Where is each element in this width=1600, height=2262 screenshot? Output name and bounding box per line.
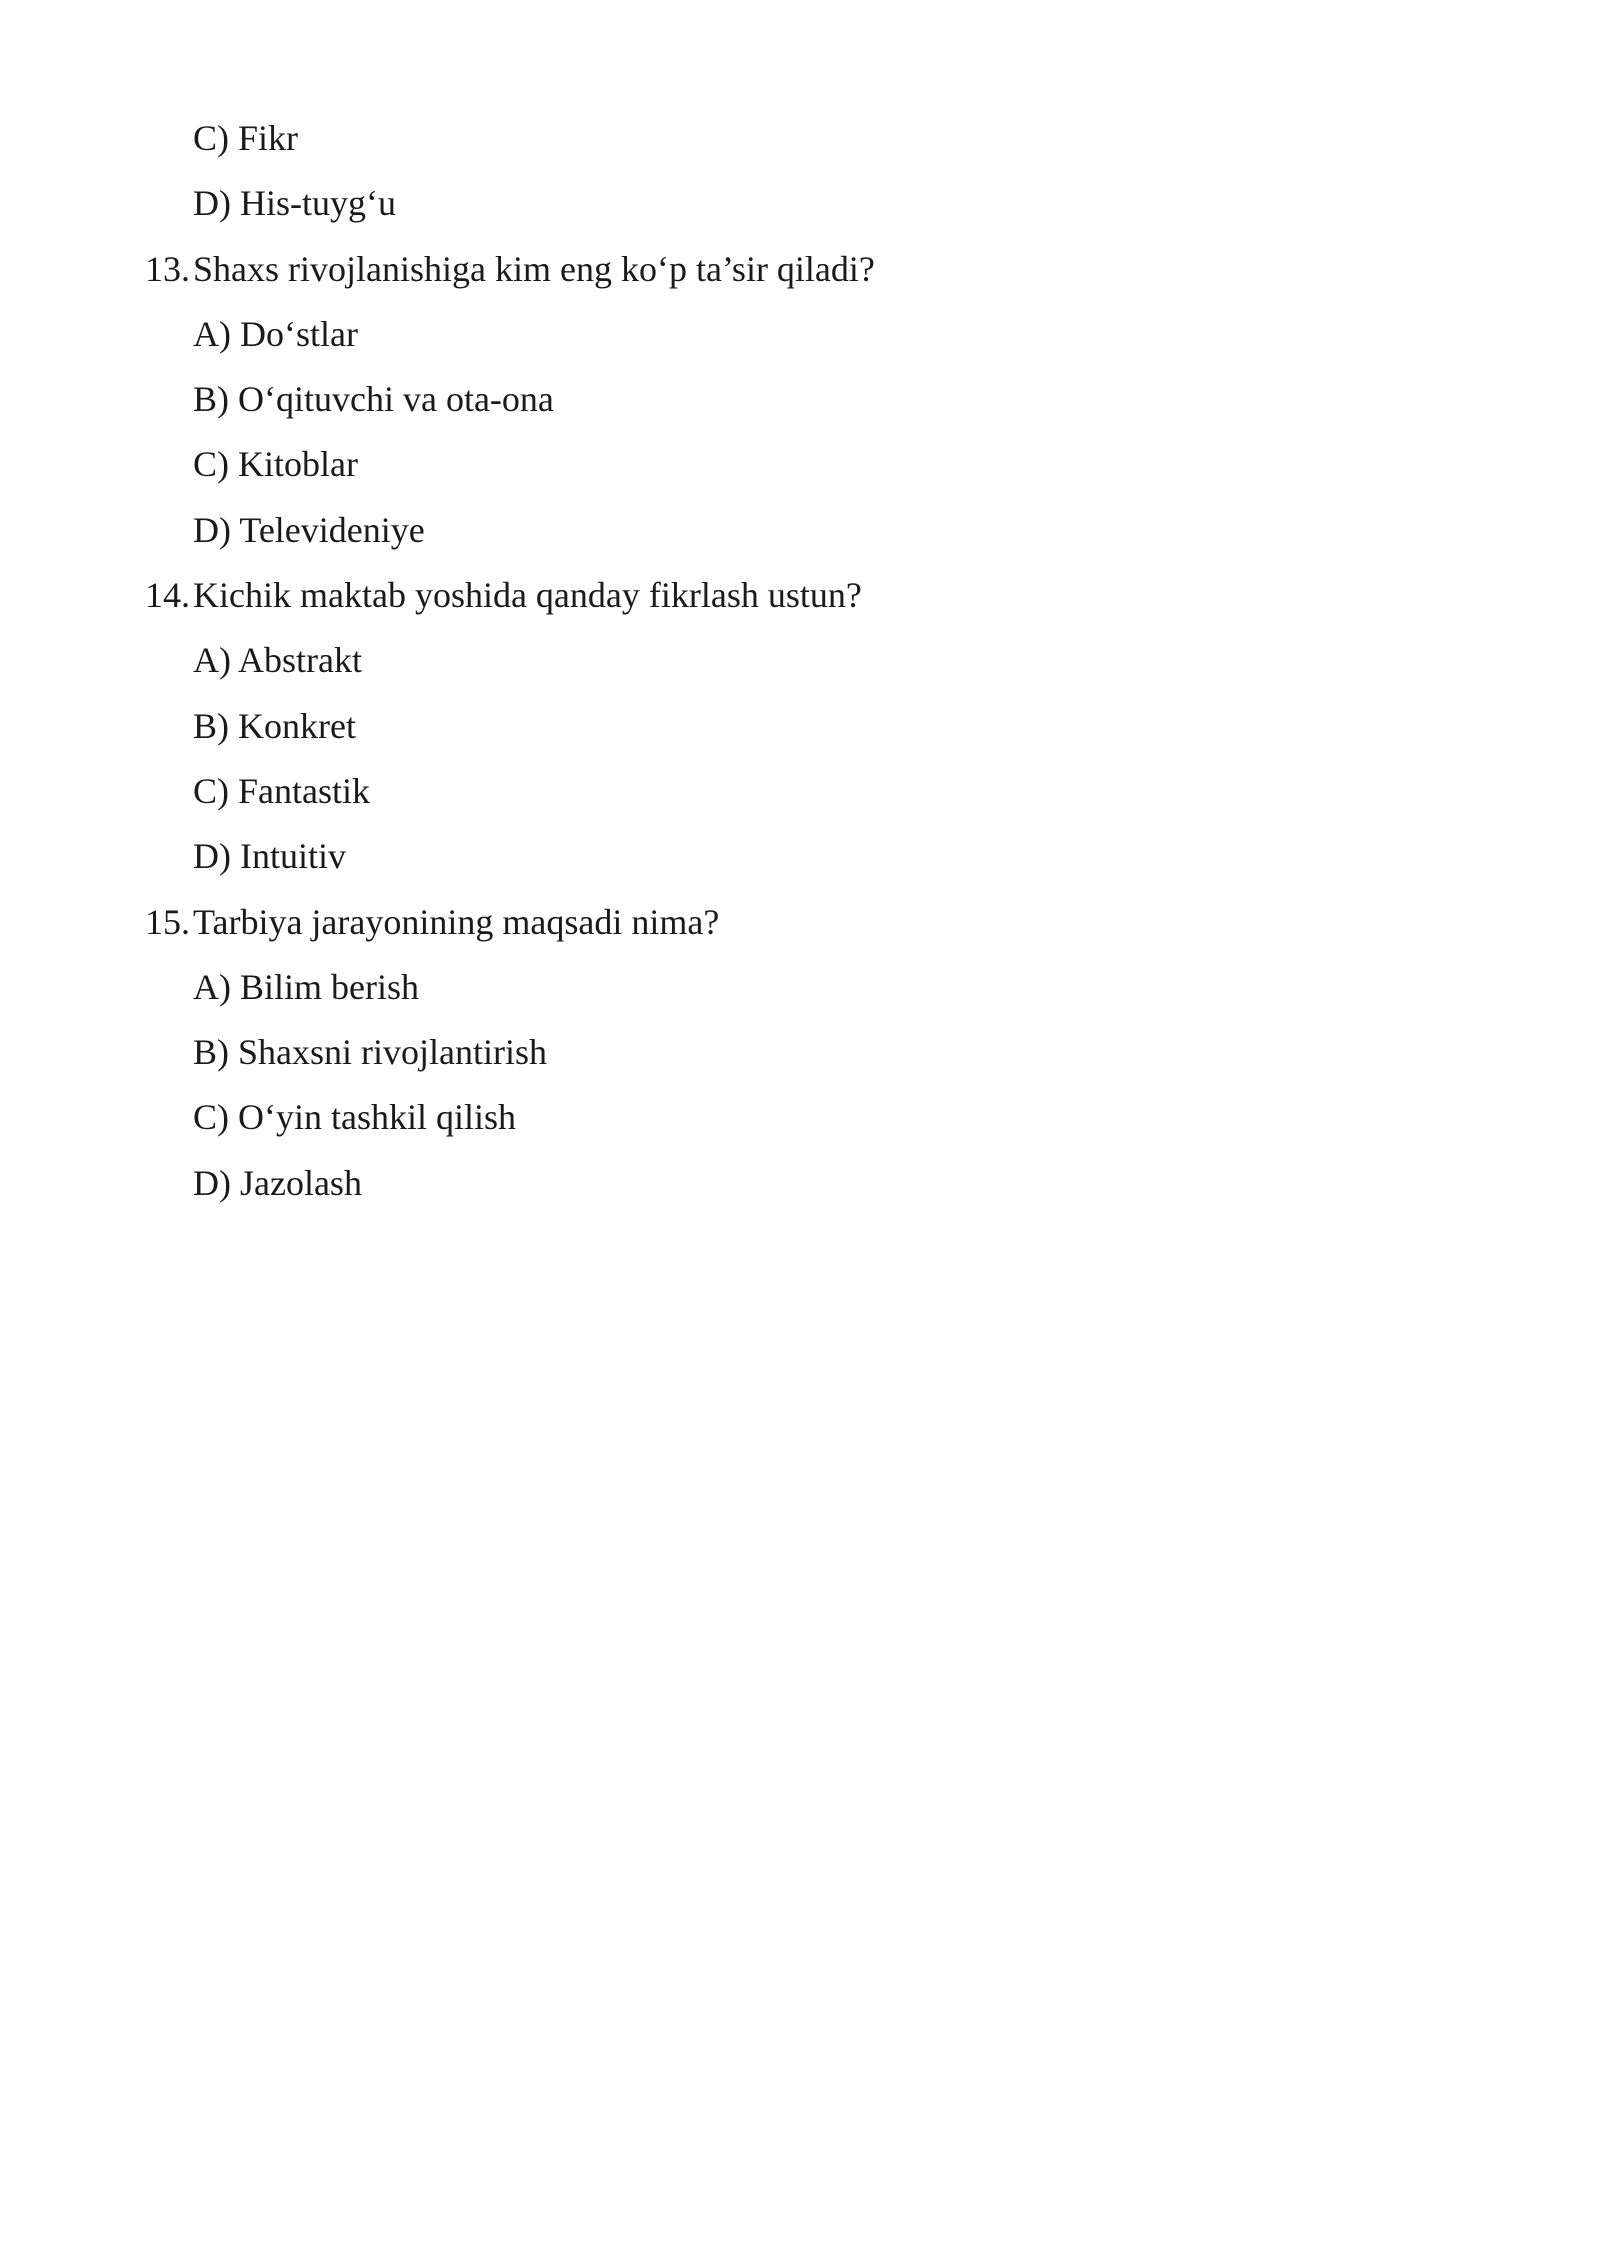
question-text: Shaxs rivojlanishiga kim eng ko‘p ta’sir qiladi?	[193, 248, 875, 289]
answer-option: A) Do‘stlar	[193, 313, 358, 354]
question-text: Tarbiya jarayonining maqsadi nima?	[193, 901, 720, 942]
answer-option: D) Televideniye	[193, 509, 425, 550]
question-13	[0, 243, 1600, 308]
question-number: 15.	[145, 901, 190, 942]
question-14	[0, 569, 1600, 634]
answer-option: A) Abstrakt	[193, 640, 362, 681]
answer-option: C) Fantastik	[193, 770, 370, 811]
answer-option: D) Jazolash	[193, 1162, 362, 1203]
answer-option: D) His-tuyg‘u	[193, 183, 396, 224]
question-15	[0, 896, 1600, 961]
question-number: 14.	[145, 575, 190, 616]
question-number: 13.	[145, 248, 190, 289]
answer-option: B) Shaxsni rivojlantirish	[193, 1032, 547, 1073]
answer-option: C) O‘yin tashkil qilish	[193, 1097, 516, 1138]
answer-option: C) Kitoblar	[193, 444, 358, 485]
question-text: Kichik maktab yoshida qanday fikrlash ustun?	[193, 575, 862, 616]
answer-option: A) Bilim berish	[193, 966, 419, 1007]
answer-option: C) Fikr	[193, 118, 299, 158]
answer-option: B) O‘qituvchi va ota-ona	[193, 379, 554, 420]
answer-option: D) Intuitiv	[193, 836, 346, 877]
question-list	[0, 112, 1600, 1222]
answer-option: B) Konkret	[193, 705, 356, 746]
